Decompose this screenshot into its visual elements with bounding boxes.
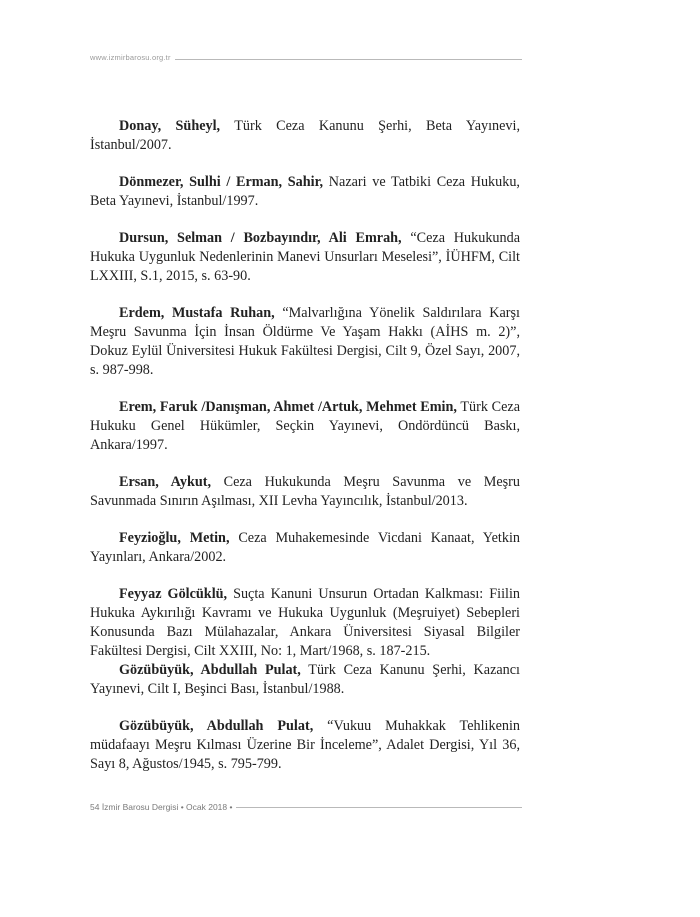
reference-entry [90, 529, 520, 567]
reference-entry [90, 717, 520, 774]
reference-details: Nazari ve Tatbiki Ceza Hukuku, Beta Yayınevi, İstanbul/1997. [90, 174, 520, 209]
page-header [90, 53, 522, 65]
reference-details: Ceza Hukukunda Meşru Savunma ve Meşru Savunmada Sınırın Aşılması, XII Levha Yayıncılık, İstanbul/2013. [90, 474, 520, 509]
reference-authors: Dursun, Selman / Bozbayındır, Ali Emrah, [119, 230, 402, 246]
header-url: www.izmirbarosu.org.tr [90, 53, 175, 63]
reference-authors: Feyyaz Gölcüklü, [119, 586, 228, 602]
reference-entry [90, 117, 520, 155]
bibliography-list [90, 117, 520, 792]
reference-entry [90, 661, 520, 699]
reference-details: “Vukuu Muhakkak Tehlikenin müdafaayı Meşru Kılması Üzerine Bir İnceleme”, Adalet Dergisi, Yıl 36, Sayı 8, Ağustos/1945, s. 795-799. [90, 718, 520, 772]
reference-details: “Ceza Hukukunda Hukuka Uygunluk Nedenlerinin Manevi Unsurları Meselesi”, İÜHFM, Cilt LXXIII, S.1, 2015, s. 63-90. [90, 230, 520, 284]
reference-details: Suçta Kanuni Unsurun Ortadan Kalkması: Fiilin Hukuka Aykırılığı Kavramı ve Hukuka Uygunluk (Meşruiyet) Sebepleri Konusunda Bazı Mülahazalar, Ankara Üniversitesi Siyasal Bilgiler Fakültesi Dergisi, Cilt XXIII, No: 1, Mart/1968, s. 187-215. [90, 586, 520, 659]
reference-authors: Feyzioğlu, Metin, [119, 530, 230, 546]
reference-authors: Erem, Faruk /Danışman, Ahmet /Artuk, Mehmet Emin, [119, 399, 457, 415]
reference-details: Türk Ceza Hukuku Genel Hükümler, Seçkin Yayınevi, Ondördüncü Baskı, Ankara/1997. [90, 399, 520, 453]
reference-authors: Gözübüyük, Abdullah Pulat, [119, 718, 314, 734]
reference-entry [90, 229, 520, 286]
reference-authors: Gözübüyük, Abdullah Pulat, [119, 662, 301, 678]
reference-entry [90, 398, 520, 455]
reference-details: Türk Ceza Kanunu Şerhi, Kazancı Yayınevi, Cilt I, Beşinci Bası, İstanbul/1988. [90, 662, 520, 697]
reference-authors: Ersan, Aykut, [119, 474, 211, 490]
reference-entry [90, 585, 520, 661]
footer-text: 54 İzmir Barosu Dergisi • Ocak 2018 • [90, 801, 236, 813]
reference-details: Ceza Muhakemesinde Vicdani Kanaat, Yetkin Yayınları, Ankara/2002. [90, 530, 521, 565]
reference-entry [90, 473, 520, 511]
reference-authors: Donay, Süheyl, [119, 118, 221, 134]
reference-authors: Dönmezer, Sulhi / Erman, Sahir, [119, 174, 324, 190]
reference-authors: Erdem, Mustafa Ruhan, [119, 305, 275, 321]
page-footer [90, 801, 522, 815]
reference-details: Türk Ceza Kanunu Şerhi, Beta Yayınevi, İstanbul/2007. [90, 118, 520, 153]
reference-entry [90, 304, 520, 380]
reference-entry [90, 173, 520, 211]
reference-details: “Malvarlığına Yönelik Saldırılara Karşı Meşru Savunma İçin İnsan Öldürme Ve Yaşam Hakkı (AİHS m. 2)”, Dokuz Eylül Üniversitesi Hukuk Fakültesi Dergisi, Cilt 9, Özel Sayı, 2007, s. 987-998. [90, 305, 520, 378]
